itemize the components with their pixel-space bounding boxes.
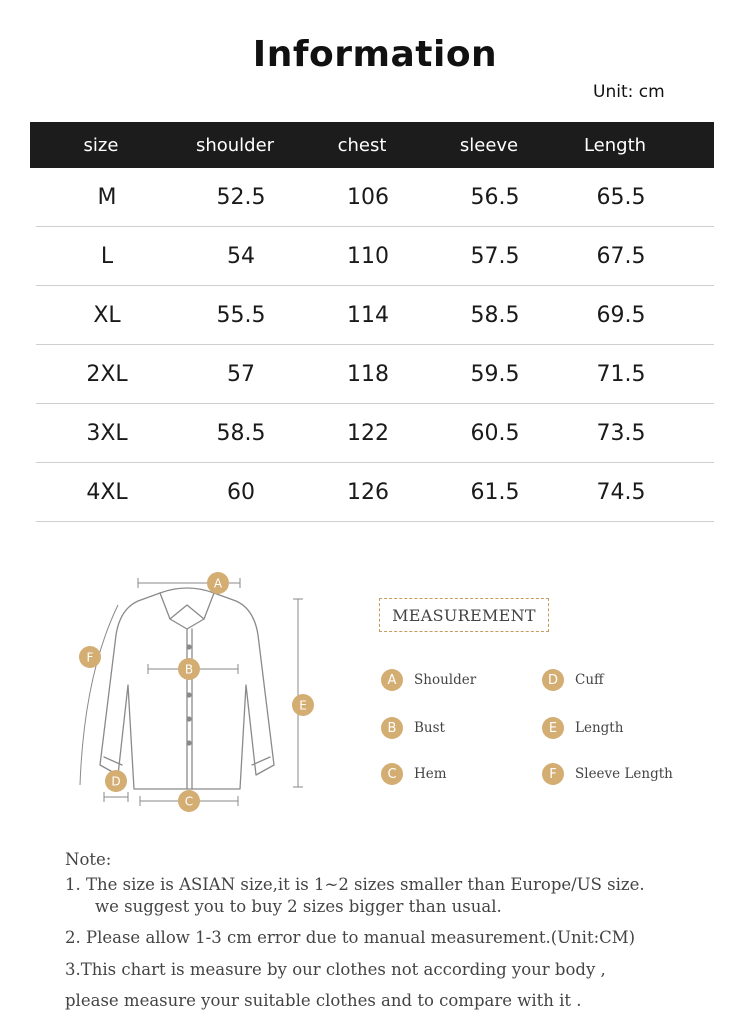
note-line-1: 1. The size is ASIAN size,it is 1~2 sizes smaller than Europe/US size. — [65, 875, 645, 894]
marker-e-label: E — [299, 698, 307, 713]
header-chest: chest — [337, 134, 387, 156]
marker-a-label: A — [213, 576, 223, 591]
legend-label: Bust — [414, 720, 445, 736]
cell-shoulder: 52.5 — [216, 184, 266, 210]
cell-size: M — [97, 184, 117, 210]
marker-c-label: C — [184, 794, 194, 809]
table-row — [36, 345, 714, 404]
cell-length: 73.5 — [596, 420, 646, 446]
marker-e — [292, 694, 314, 716]
cell-size: 3XL — [86, 420, 128, 446]
cell-length: 69.5 — [596, 302, 646, 328]
cell-sleeve: 60.5 — [470, 420, 520, 446]
legend-badge: F — [542, 763, 564, 785]
legend-badge: A — [381, 669, 403, 691]
cell-shoulder: 58.5 — [216, 420, 266, 446]
diagram-markers — [79, 572, 314, 812]
legend-label: Length — [575, 720, 624, 736]
marker-d-label: D — [111, 774, 121, 789]
marker-f-label: F — [86, 650, 94, 665]
header-shoulder: shoulder — [195, 134, 275, 156]
cell-size: 2XL — [86, 361, 128, 387]
marker-d — [105, 770, 127, 792]
header-sleeve: sleeve — [459, 134, 519, 156]
marker-a — [207, 572, 229, 594]
table-row — [36, 463, 714, 522]
cell-shoulder: 54 — [227, 243, 255, 269]
cell-shoulder: 60 — [227, 479, 255, 505]
marker-c — [178, 790, 200, 812]
size-table — [30, 122, 714, 522]
table-row — [36, 168, 714, 227]
legend-label: Sleeve Length — [575, 766, 673, 782]
cell-sleeve: 59.5 — [470, 361, 520, 387]
cell-shoulder: 57 — [227, 361, 255, 387]
cell-size: XL — [93, 302, 121, 328]
cell-length: 71.5 — [596, 361, 646, 387]
legend-badge: C — [381, 763, 403, 785]
table-row — [36, 404, 714, 463]
cell-sleeve: 61.5 — [470, 479, 520, 505]
cell-size: 4XL — [86, 479, 128, 505]
page-title: Information — [252, 34, 498, 75]
legend-hem — [381, 763, 447, 785]
cell-chest: 118 — [347, 361, 389, 387]
note-line-1b: we suggest you to buy 2 sizes bigger than usual. — [95, 897, 502, 916]
cell-sleeve: 57.5 — [470, 243, 520, 269]
header-size: size — [83, 134, 119, 156]
unit-label: Unit: cm — [593, 82, 665, 102]
cell-chest: 122 — [347, 420, 389, 446]
cell-chest: 106 — [347, 184, 389, 210]
header-length: Length — [583, 134, 647, 156]
cell-length: 74.5 — [596, 479, 646, 505]
notes-heading: Note: — [65, 850, 112, 869]
shirt-collar — [160, 588, 214, 619]
cell-chest: 126 — [347, 479, 389, 505]
legend-badge: B — [381, 717, 403, 739]
cell-chest: 110 — [347, 243, 389, 269]
legend-sleeve-length — [542, 763, 673, 785]
cell-size: L — [100, 243, 114, 269]
legend-label: Cuff — [575, 672, 604, 688]
legend-label: Hem — [414, 766, 447, 782]
legend-length — [542, 717, 623, 739]
table-row — [36, 227, 714, 286]
legend-label: Shoulder — [414, 672, 477, 688]
cell-length: 65.5 — [596, 184, 646, 210]
note-line-4: please measure your suitable clothes and to compare with it . — [65, 991, 582, 1010]
cell-sleeve: 56.5 — [470, 184, 520, 210]
table-row — [36, 286, 714, 345]
legend-cuff — [542, 669, 604, 691]
shirt-diagram — [70, 565, 330, 815]
legend-badge: D — [542, 669, 564, 691]
marker-b-label: B — [184, 662, 194, 677]
measurement-title: MEASUREMENT — [379, 598, 549, 632]
table-header — [30, 122, 714, 168]
note-line-2: 2. Please allow 1-3 cm error due to manual measurement.(Unit:CM) — [65, 928, 636, 947]
legend-badge: E — [542, 717, 564, 739]
legend-bust — [381, 717, 445, 739]
cell-shoulder: 55.5 — [216, 302, 266, 328]
legend-shoulder — [381, 669, 476, 691]
cell-length: 67.5 — [596, 243, 646, 269]
marker-b — [178, 658, 200, 680]
cell-sleeve: 58.5 — [470, 302, 520, 328]
marker-f — [79, 646, 101, 668]
cell-chest: 114 — [347, 302, 389, 328]
note-line-3: 3.This chart is measure by our clothes not according your body , — [65, 960, 606, 979]
